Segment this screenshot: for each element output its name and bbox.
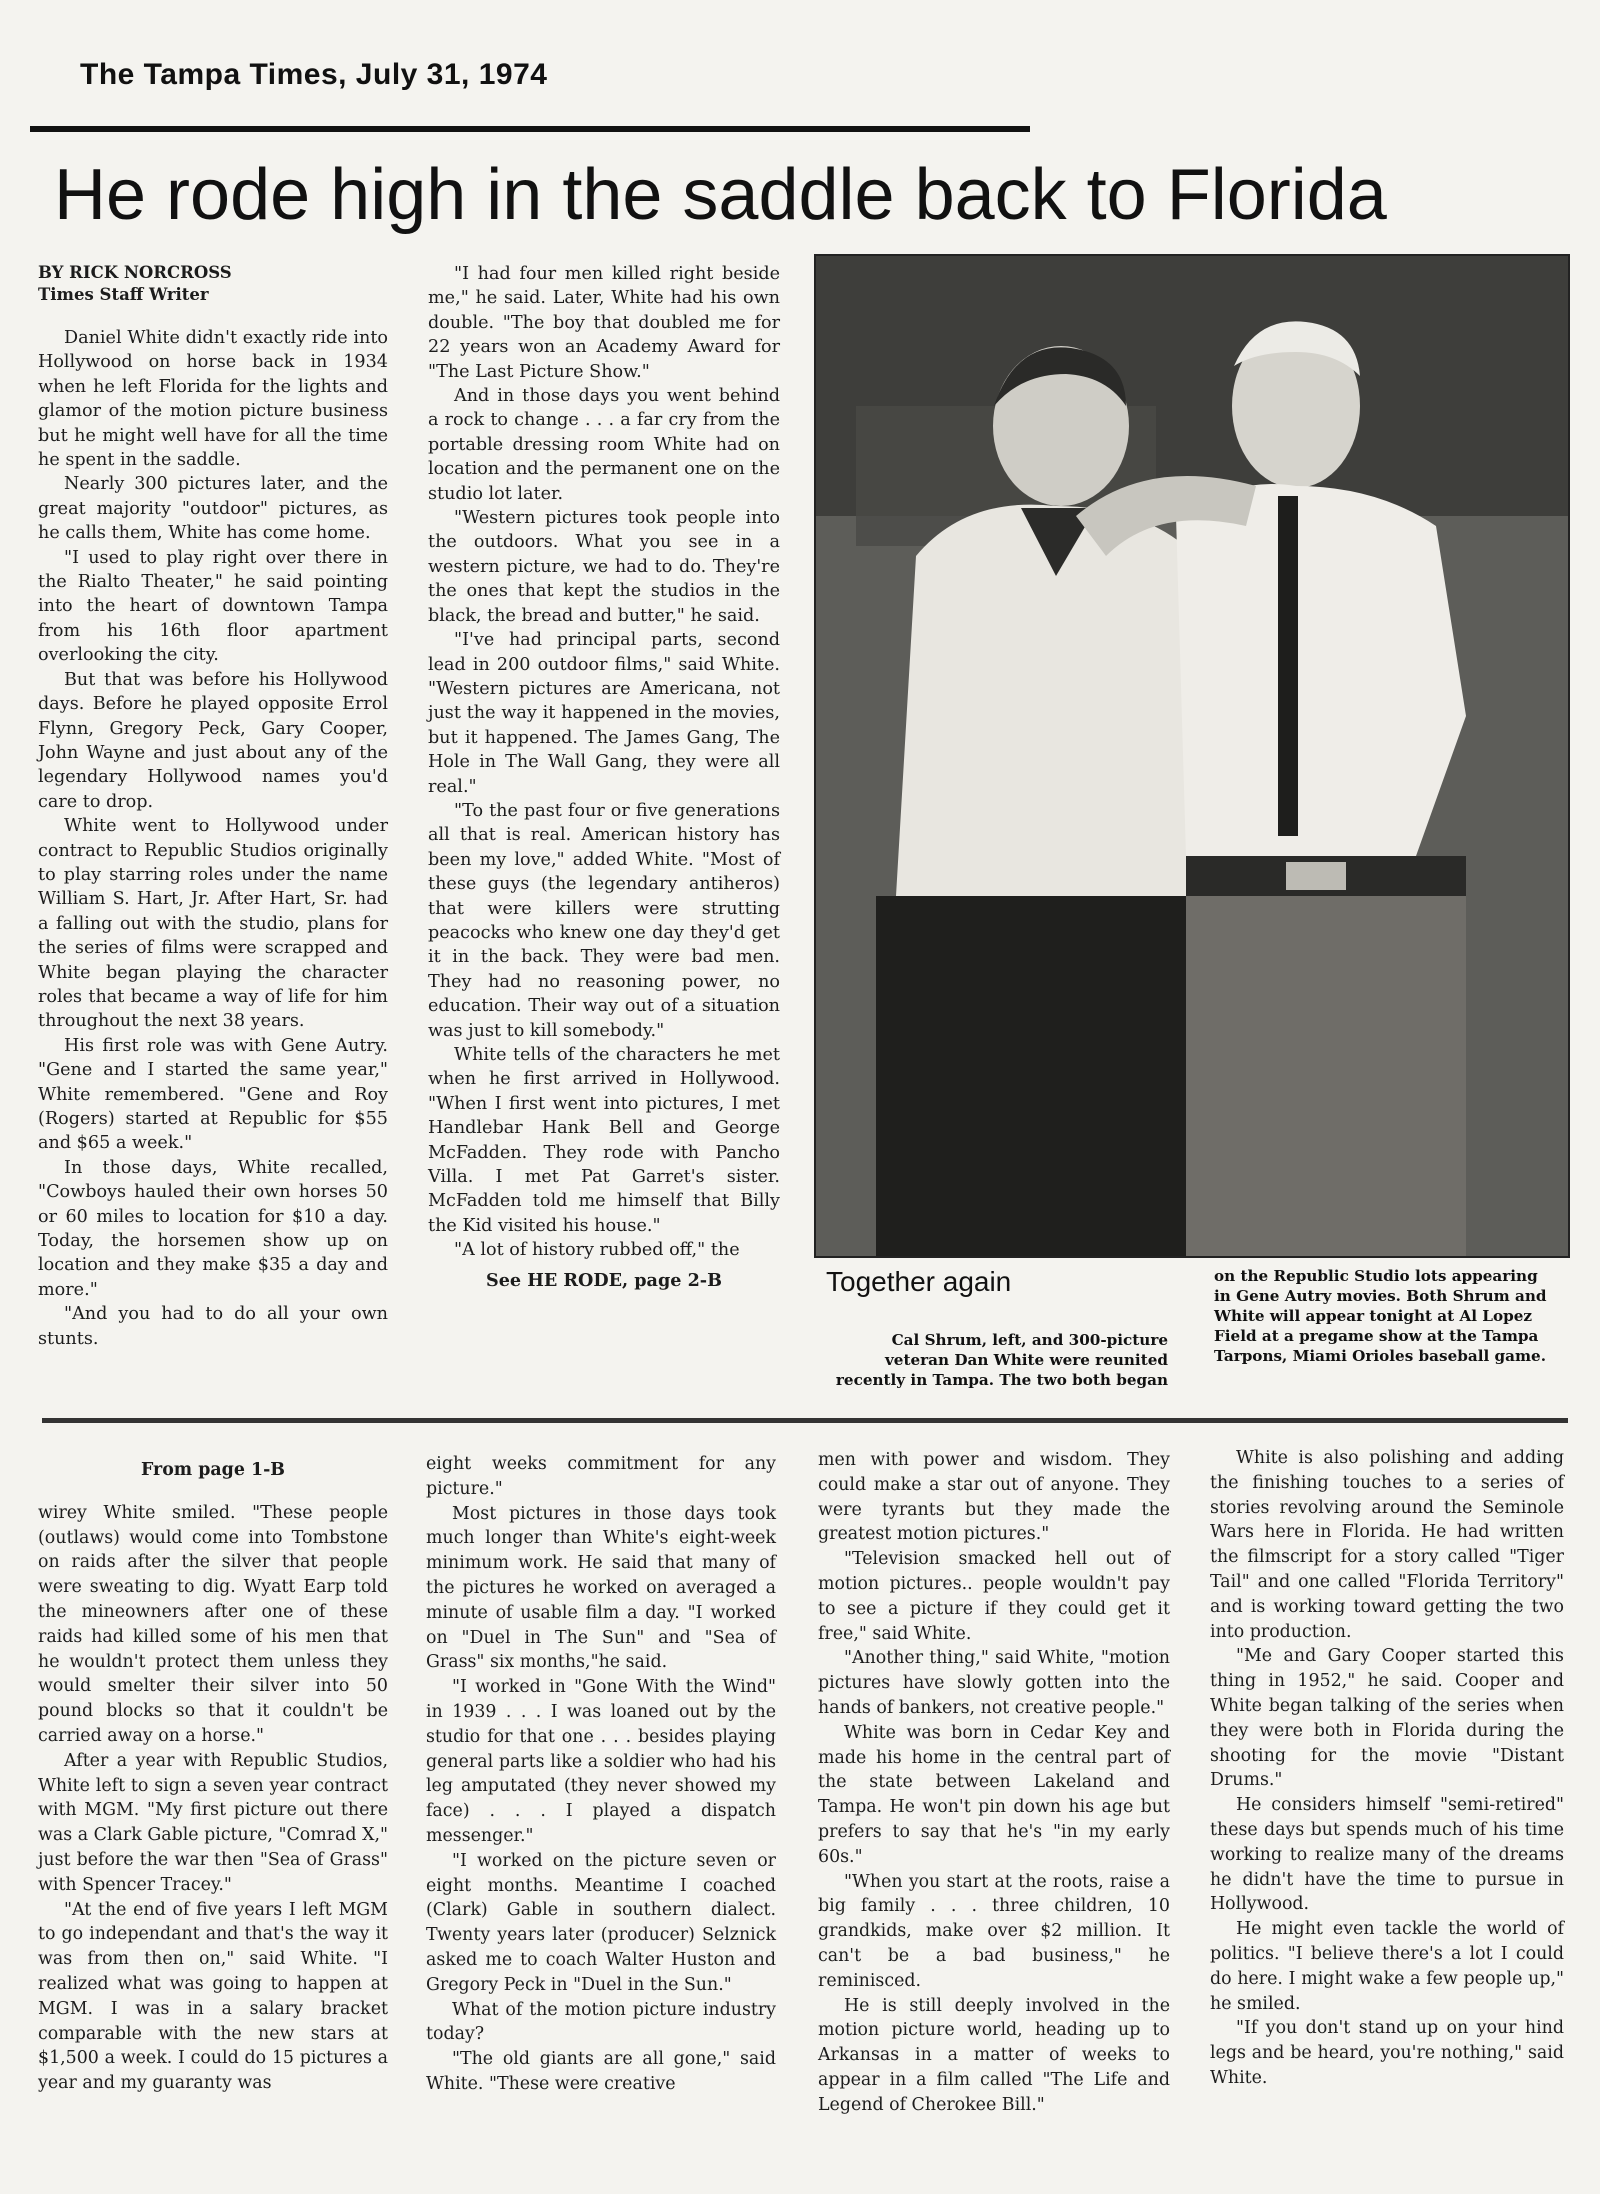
paragraph: "I used to play right over there in the Rialto Theater," he said pointing into the heart of downtown Tampa from his 16th floor apartment overlooking the city. [38,547,388,666]
paragraph: He is still deeply involved in the motion picture world, heading up to Arkansas in a matter of weeks to appear in a film called "The Life and Legend of Cherokee Bill." [818,1995,1170,2115]
continuation-column-1 [38,1458,388,2096]
paragraph: "The old giants are all gone," said White. "These were creative [426,2049,776,2094]
paragraph: wirey White smiled. "These people (outlaws) would come into Tombstone on raids after the silver that people were sweating to dig. Wyatt Earp told the mineowners after one of these raids had killed some of his men that he wouldn't protect them unless they would smelter their silver into 50 pound blocks so that it couldn't be carried away on a horse." [38,1502,388,1746]
paragraph: White tells of the characters he met when he first arrived in Hollywood. "When I first went into pictures, I met Handlebar Hank Bell and George McFadden. They rode with Pancho Villa. I met Pat Garret's sister. McFadden told me himself that Billy the Kid visited his house." [428,1045,780,1236]
paragraph: But that was before his Hollywood days. Before he played opposite Errol Flynn, Gregory Peck, Gary Cooper, John Wayne and just about any of the legendary Hollywood names you'd care to drop. [38,669,388,812]
paragraph: "I worked in "Gone With the Wind" in 1939 . . . I was loaned out by the studio for that one . . . besides playing general parts like a soldier who had his leg amputated (they never showed my face) . . . I played a dispatch messenger." [426,1677,776,1846]
photo-two-men [814,254,1570,1258]
paragraph: "Another thing," said White, "motion pictures have slowly gotten into the hands of bankers, not creative people." [818,1648,1170,1718]
article-column-1 [38,262,388,1351]
byline-title: Times Staff Writer [38,285,209,304]
headline: He rode high in the saddle back to Florida [54,155,1387,235]
jump-line: See HE RODE, page 2-B [486,1269,722,1291]
article-column-2 [428,262,780,1293]
paragraph: And in those days you went behind a rock to change . . . a far cry from the portable dressing room White had on location and the permanent one on the studio lot later. [428,386,780,504]
paragraph: "Western pictures took people into the outdoors. What you see in a western picture, we had to do. They're the ones that kept the studios in the black, the bread and butter," he said. [428,508,780,626]
paragraph: "I had four men killed right beside me," he said. Later, White had his own double. "The boy that doubled me for 22 years won an Academy Award for "The Last Picture Show." [428,264,780,382]
paragraph: "Me and Gary Cooper started this thing in 1952," he said. Cooper and White began talking of the series when they were both in Florida during the shooting for the movie "Distant Drums." [1210,1646,1564,1791]
paragraph: "A lot of history rubbed off," the [454,1240,740,1261]
paragraph: In those days, White recalled, "Cowboys hauled their own horses 50 or 60 miles to location for $10 a day. Today, the horsemen show up on location and they make $35 a day and more." [38,1157,388,1300]
paragraph: Daniel White didn't exactly ride into Hollywood on horse back in 1934 when he left Florida for the lights and glamor of the motion picture business but he might well have for all the time he spent in the saddle. [38,328,388,471]
paragraph: "I worked on the picture seven or eight months. Meantime I coached (Clark) Gable in southern dialect. Twenty years later (producer) Selznick asked me to coach Walter Huston and Gregory Peck in "Duel in the Sun." [426,1850,776,1995]
caption-right: on the Republic Studio lots appearing in Gene Autry movies. Both Shrum and White will appear tonight at Al Lopez Field at a pregame show at the Tampa Tarpons, Miami Orioles baseball game. [1214,1267,1547,1365]
header-rule [30,126,1030,132]
continuation-column-4 [1210,1446,1564,2091]
paragraph: men with power and wisdom. They could make a star out of anyone. They were tyrants but they made the greatest motion pictures." [818,1450,1170,1545]
paragraph: "When you start at the roots, raise a big family . . . three children, 10 grandkids, make over $2 million. It can't be a bad business," he reminisced. [818,1871,1170,1991]
paragraph: White is also polishing and adding the finishing touches to a series of stories revolving around the Seminole Wars here in Florida. He had written the filmscript for a story called "Tiger Tail" and one called "Florida Territory" and is working toward getting the two into production. [1210,1448,1564,1642]
paragraph: His first role was with Gene Autry. "Gene and I started the same year," White remembered. "Gene and Roy (Rogers) started at Republic for $55 and $65 a week." [38,1035,388,1154]
paragraph: He considers himself "semi-retired" these days but spends much of his time working to realize many of the dreams he didn't have the time to pursue in Hollywood. [1210,1795,1564,1915]
paragraph: White went to Hollywood under contract to Republic Studios originally to play starring roles under the name William S. Hart, Jr. After Hart, Sr. had a falling out with the studio, plans for the series of films were scrapped and White began playing the character roles that became a way of life for him throughout the next 38 years. [38,816,388,1032]
continuation-column-2 [426,1452,776,2097]
paragraph: He might even tackle the world of politics. "I believe there's a lot I could do here. I might wake a few people up," he smiled. [1210,1919,1564,2014]
paragraph: What of the motion picture industry today? [426,1999,776,2045]
paragraph: "I've had principal parts, second lead in 200 outdoor films," said White. "Western pictures are Americana, not just the way it happened in the movies, but it happened. The James Gang, The Hole in The Wall Gang, they were all real." [428,630,780,797]
paragraph: After a year with Republic Studios, White left to sign a seven year contract with MGM. "My first picture out there was a Clark Gable picture, "Comrad X," just before the war then "Sea of Grass" with Spencer Tracey." [38,1750,388,1895]
continuation-column-3 [818,1448,1170,2118]
paragraph: "If you don't stand up on your hind legs and be heard, you're nothing," said White. [1210,2018,1564,2088]
paragraph: Most pictures in those days took much longer than White's eight-week minimum work. He said that many of the pictures he worked on averaged a minute of usable film a day. "I worked on "Duel in The Sun" and "Sea of Grass" six months,"he said. [426,1503,776,1673]
paragraph: "Television smacked hell out of motion pictures.. people wouldn't pay to see a picture if they could get it free," said White. [818,1549,1170,1644]
paragraph: White was born in Cedar Key and made his home in the central part of the state between Lakeland and Tampa. He won't pin down his age but prefers to say that he's "in my early 60s." [818,1722,1170,1867]
caption-heading: Together again [826,1266,1012,1297]
paragraph: Nearly 300 pictures later, and the great majority "outdoor" pictures, as he calls them, White has come home. [38,474,388,544]
caption-left: Cal Shrum, left, and 300-picture veteran Dan White were reunited recently in Tampa. The two both began [835,1331,1168,1389]
paragraph: eight weeks commitment for any picture." [426,1454,776,1499]
section-rule [42,1418,1568,1423]
dateline: The Tampa Times, July 31, 1974 [80,58,548,91]
byline-name: BY RICK NORCROSS [38,263,232,282]
paragraph: "And you had to do all your own stunts. [38,1304,388,1349]
photo-illustration [816,256,1568,1256]
from-page-label: From page 1-B [141,1460,285,1480]
paragraph: "To the past four or five generations all that is real. American history has been my love," added White. "Most of these guys (the legendary antiheros) that were killers were strutting peacocks who knew one day they'd get it in the back. They were bad men. They had no reasoning power, no education. Their way out of a situation was just to kill somebody." [428,800,780,1041]
paragraph: "At the end of five years I left MGM to go independant and that's the way it was from then on," said White. "I realized what was going to happen at MGM. I was in a salary bracket comparable with the new stars at $1,500 a week. I could do 15 pictures a year and my guaranty was [38,1899,388,2094]
